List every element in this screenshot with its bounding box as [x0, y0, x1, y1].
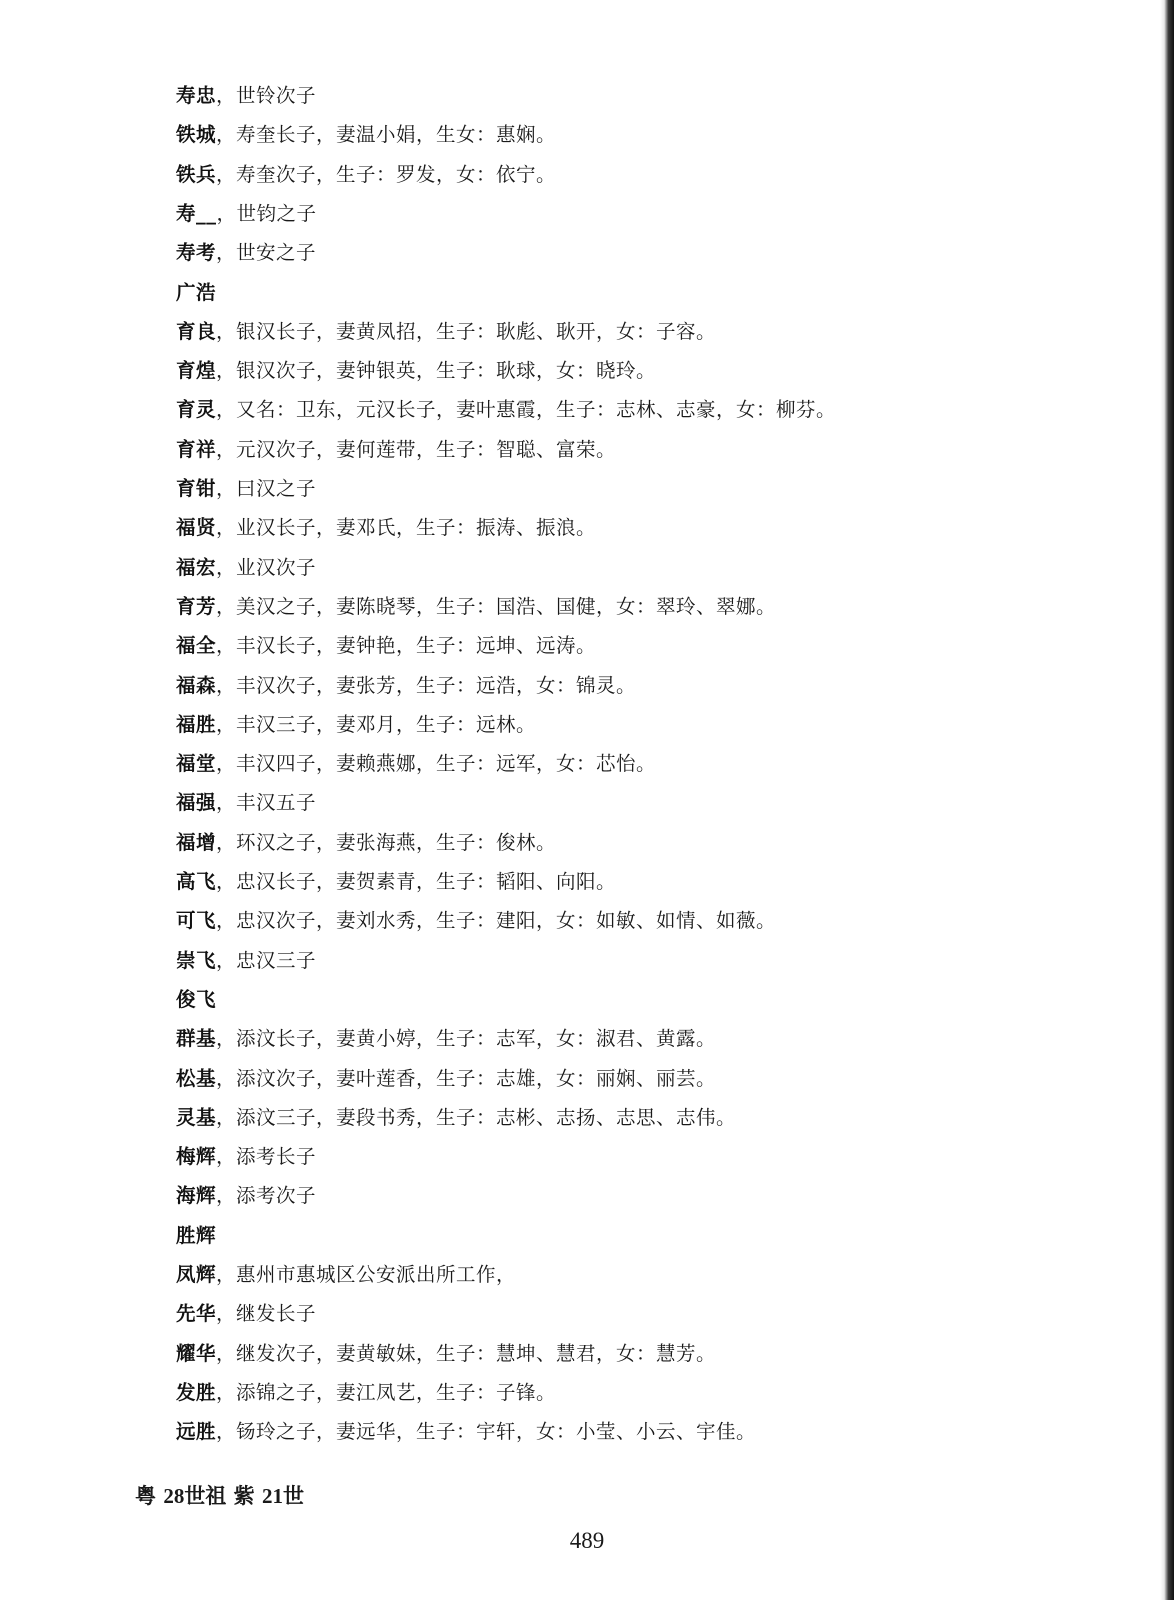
entry-text: ，忠汉次子，妻刘水秀，生子：建阳，女：如敏、如情、如薇。 [216, 909, 777, 933]
entry-13 [176, 552, 316, 584]
page-edge-shadow [1160, 0, 1174, 1600]
entry-11 [176, 473, 316, 505]
entry-text: ，添汶三子，妻段书秀，生子：志彬、志扬、志思、志伟。 [216, 1105, 737, 1129]
entry-4 [176, 198, 317, 230]
entry-16 [176, 670, 636, 702]
entry-text: ，世安之子 [216, 241, 317, 265]
entry-2 [176, 119, 556, 151]
entry-text: ，添考长子 [216, 1145, 317, 1169]
entry-name: 胜辉 [176, 1223, 217, 1247]
entry-text: ，美汉之子，妻陈晓琴，生子：国浩、国健，女：翠玲、翠娜。 [216, 594, 777, 618]
page-number: 489 [569, 1528, 605, 1553]
entry-name: 灵基 [176, 1105, 217, 1129]
entry-text: ，添汶次子，妻叶莲香，生子：志雄，女：丽娴、丽芸。 [216, 1066, 717, 1090]
entry-name: 远胜 [176, 1420, 217, 1444]
entry-23 [176, 945, 316, 977]
entry-text: ，忠汉三子 [216, 948, 317, 972]
entry-name: 铁城 [176, 123, 217, 147]
entry-8 [176, 355, 656, 387]
entry-17 [176, 709, 536, 741]
entry-32 [176, 1298, 316, 1330]
entry-name: 育良 [176, 319, 217, 343]
entry-26 [176, 1063, 716, 1095]
entry-29 [176, 1180, 316, 1212]
yue-prefix: 粤 [135, 1483, 156, 1508]
entry-6 [176, 277, 216, 309]
entry-name: 群基 [176, 1027, 217, 1051]
entry-34 [176, 1377, 556, 1409]
entry-15 [176, 630, 596, 662]
entry-text: ，丰汉五子 [216, 791, 317, 815]
entry-name: 育钳 [176, 477, 217, 500]
entry-22 [176, 905, 776, 937]
entry-19 [176, 787, 316, 819]
entry-name: 梅辉 [176, 1145, 217, 1169]
entry-name: 松基 [176, 1066, 217, 1090]
entry-name: 寿__ [176, 201, 217, 225]
entry-text: ，丰汉长子，妻钟艳，生子：远坤、远涛。 [216, 634, 597, 658]
entry-text: ，丰汉次子，妻张芳，生子：远浩，女：锦灵。 [216, 673, 637, 697]
entry-text: ，添汶长子，妻黄小婷，生子：志军，女：淑君、黄露。 [216, 1027, 717, 1051]
entry-name: 先华 [176, 1302, 217, 1326]
entry-name: 福贤 [176, 516, 217, 540]
entry-1 [176, 80, 316, 112]
entry-name: 福堂 [176, 752, 217, 776]
entry-text: ，业汉长子，妻邓氏，生子：振涛、振浪。 [216, 516, 597, 540]
entry-25 [176, 1023, 716, 1055]
entry-14 [176, 591, 776, 623]
entry-text: ，环汉之子，妻张海燕，生子：俊林。 [216, 830, 557, 854]
entry-28 [176, 1141, 316, 1173]
entry-3 [176, 159, 556, 191]
entry-text: ，丰汉四子，妻赖燕娜，生子：远军，女：芯怡。 [216, 752, 657, 776]
entry-18 [176, 748, 656, 780]
entry-text: ，丰汉三子，妻邓月，生子：远林。 [216, 712, 537, 736]
entry-5 [176, 237, 316, 269]
entry-35 [176, 1416, 756, 1448]
entry-text: ，忠汉长子，妻贺素青，生子：韬阳、向阳。 [216, 870, 617, 893]
entry-name: 福全 [176, 634, 217, 658]
entry-name: 崇飞 [176, 948, 217, 972]
entry-text: ，又名：卫东，元汉长子，妻叶惠霞，生子：志林、志豪，女：柳芬。 [216, 398, 837, 422]
entry-text: ，添考次子 [216, 1184, 317, 1208]
entry-text: ，添锦之子，妻江凤艺，生子：子锋。 [216, 1380, 557, 1404]
entry-20 [176, 827, 556, 859]
entry-text: ，银汉次子，妻钟银英，生子：耿球，女：晓玲。 [216, 359, 657, 383]
entry-name: 海辉 [176, 1184, 217, 1208]
entry-name: 高飞 [176, 870, 217, 893]
entry-text: ，钖玲之子，妻远华，生子：宇轩，女：小莹、小云、宇佳。 [216, 1420, 757, 1444]
entry-name: 寿考 [176, 241, 217, 265]
entry-31 [176, 1259, 516, 1291]
yue-suffix: 世祖 [184, 1483, 227, 1508]
entry-name: 福森 [176, 673, 217, 697]
entry-9 [176, 394, 836, 426]
entry-name: 育祥 [176, 437, 217, 461]
entry-24 [176, 984, 216, 1016]
entry-name: 寿忠 [176, 84, 217, 107]
entry-27 [176, 1102, 736, 1134]
entry-30 [176, 1220, 216, 1252]
entry-text: ，继发次子，妻黄敏妹，生子：慧坤、慧君，女：慧芳。 [216, 1341, 717, 1365]
entry-name: 育煌 [176, 359, 217, 383]
entry-text: ，寿奎次子，生子：罗发，女：依宁。 [216, 162, 557, 186]
zi-generation-number: 21 [261, 1484, 283, 1508]
entry-name: 福增 [176, 830, 217, 854]
entry-text: ，惠州市惠城区公安派出所工作， [216, 1263, 517, 1286]
entry-10 [176, 434, 616, 466]
zi-suffix: 世 [282, 1483, 304, 1508]
entry-name: 福宏 [176, 555, 217, 579]
entry-name: 福胜 [176, 712, 217, 736]
entry-text: ，银汉长子，妻黄凤招，生子：耿彪、耿开，女：子容。 [216, 319, 717, 343]
entry-7 [176, 316, 716, 348]
zi-prefix: 紫 [233, 1483, 255, 1508]
entry-name: 发胜 [176, 1380, 217, 1404]
entry-text: ，世钧之子 [216, 201, 317, 225]
entry-21 [176, 866, 616, 898]
entry-name: 福强 [176, 791, 217, 815]
generation-heading [135, 1480, 304, 1510]
entry-12 [176, 512, 596, 544]
yue-generation-number: 28 [163, 1484, 185, 1508]
entry-33 [176, 1338, 716, 1370]
entry-text: ，继发长子 [216, 1302, 317, 1326]
entry-name: 凤辉 [176, 1263, 217, 1286]
entry-text: ，元汉次子，妻何莲带，生子：智聪、富荣。 [216, 437, 617, 461]
entry-text: ，世铃次子 [216, 84, 317, 107]
entry-name: 铁兵 [176, 162, 217, 186]
entry-name: 育灵 [176, 398, 217, 422]
entry-name: 育芳 [176, 594, 217, 618]
entry-text: ，寿奎长子，妻温小娟，生女：惠娴。 [216, 123, 557, 147]
entry-text: ，曰汉之子 [216, 477, 317, 500]
entry-name: 可飞 [176, 909, 217, 933]
entry-text: ，业汉次子 [216, 555, 317, 579]
entry-name: 广浩 [176, 280, 217, 304]
entry-name: 俊飞 [176, 987, 217, 1011]
entry-name: 耀华 [176, 1341, 217, 1365]
